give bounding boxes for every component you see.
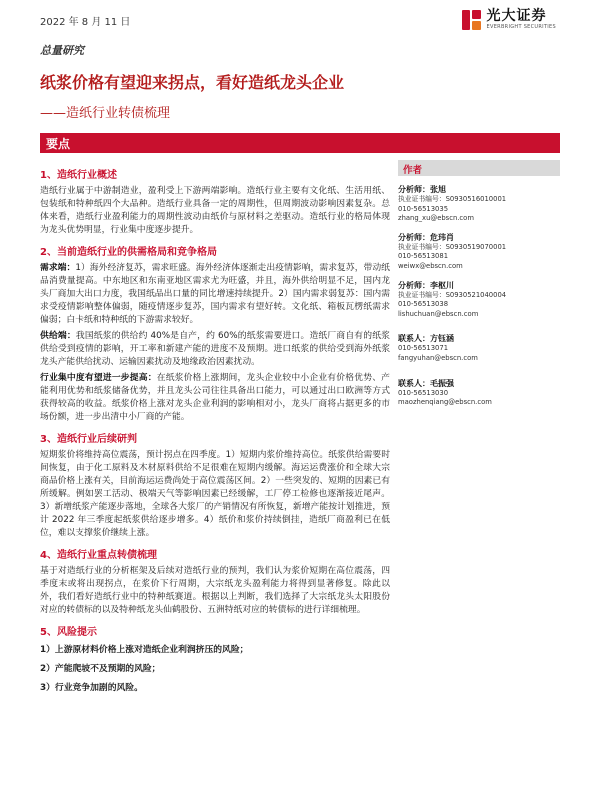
company-logo (460, 8, 556, 31)
logo-name-cn: 光大证券 (486, 8, 547, 24)
section-heading: 5、风险提示 (40, 627, 97, 638)
author-role: 分析师： (398, 232, 430, 242)
author-phone: 010-56513035 (398, 204, 449, 213)
contact-name: 毛振强 (430, 378, 454, 388)
author-email[interactable]: lishuchuan@ebscn.com (398, 309, 479, 318)
author-entry (398, 232, 560, 272)
report-date: 2022 年 8 月 11 日 (40, 17, 131, 28)
report-subtitle: ——造纸行业转债梳理 (40, 106, 171, 121)
contact-name: 方钰涵 (430, 334, 454, 344)
section-heading: 2、当前造纸行业的供需格局和竞争格局 (40, 247, 217, 258)
author-entry (398, 184, 560, 224)
author-phone: 010-56513038 (398, 300, 449, 309)
main-content (40, 160, 390, 699)
section-paragraph: 造纸行业属于中游制造业，盈利受上下游两端影响。造纸行业主要有文化纸、生活用纸、包装纸和特种纸四个大品种。造纸行业具备一定的周期性，但周期波动影响因素复杂。总体来看，造纸行业盈利能力的周期性波动由纸价与原材料之差驱动。造纸行业的格局体现为龙头优势明显，行业集中度逐步提升。 (40, 186, 390, 235)
author-phone: 010-56513081 (398, 252, 449, 261)
report-category: 总量研究 (40, 44, 84, 57)
keypoints-label: 要点 (46, 137, 71, 151)
section-paragraph: 需求端：1）海外经济复苏，需求旺盛。海外经济体逐渐走出疫情影响，需求复苏，带动纸品消费量提高。中东地区和东南亚地区需求尤为旺盛，并且，海外供给明显不足，国内龙头厂商加大出口力度，我国纸品出口量的同比增速持续提升。2）国内需求弱复苏：国内需求受疫情影响整体偏弱，随疫情逐步复苏，国内需求有望好转。文化纸、箱板瓦楞纸需求偏弱；白卡纸和特种纸的下游需求较好。 (40, 263, 390, 325)
keypoints-header (40, 133, 560, 153)
section-heading: 3、造纸行业后续研判 (40, 434, 137, 445)
author-email[interactable]: weiwx@ebscn.com (398, 261, 463, 270)
author-header (398, 160, 560, 176)
contact-phone: 010-56513030 (398, 388, 449, 397)
section-paragraph: 行业集中度有望进一步提高：在纸浆价格上涨期间，龙头企业较中小企业有价格优势、产能利用优势和纸浆储备优势，并且龙头公司往往具备出口能力，可以通过出口欧洲等方式获得较高的收益。纸浆价格上涨对龙头企业利润的影响相对小，龙头厂商将占据更多的市场份额，进一步出清中小厂商的产能。 (40, 373, 390, 422)
logo-name-en: EVERBRIGHT SECURITIES (486, 24, 556, 30)
contact-phone: 010-56513071 (398, 344, 449, 353)
author-header-label: 作者 (403, 165, 423, 176)
author-sidebar (398, 160, 560, 408)
author-entry (398, 280, 560, 320)
logo-icon (460, 9, 482, 31)
contact-role: 联系人： (398, 334, 430, 344)
contact-email[interactable]: maozhenqiang@ebscn.com (398, 398, 492, 407)
contact-email[interactable]: fangyuhan@ebscn.com (398, 353, 478, 362)
author-email[interactable]: zhang_xu@ebscn.com (398, 214, 474, 223)
report-title: 纸浆价格有望迎来拐点，看好造纸龙头企业 (40, 73, 345, 92)
author-name: 张旭 (430, 185, 446, 194)
author-cert: 执业证书编号：S0930519070001 (398, 242, 507, 251)
author-name: 李枢川 (430, 280, 454, 290)
contact-role: 联系人： (398, 378, 430, 388)
risk-item: 3）行业竞争加剧的风险。 (40, 683, 143, 693)
section-paragraph: 短期浆价将维持高位震荡，预计拐点在四季度。1）短期内浆价维持高位。纸浆供给需要时间恢复，由于化工原料及木材原料供给不足很难在短期内缓解。海运运费涨价和全球大宗商品价格上涨有关，目前海运运费尚处于高位震荡区间。2）一些突发的、短期的因素已有所缓解。例如罢工活动、极端天气等影响因素已经缓解，工厂停工检修也逐渐接近尾声。3）新增纸浆产能逐步落地，全球各大浆厂的产销情况有所恢复，新增产能按计划推进，预计 2022 年三季度起纸浆供给逐步增多。4）纸价和浆价持续倒挂，造纸厂商盈利已在低位，难以支撑浆价继续上涨。 (40, 450, 390, 538)
author-name: 危玮肖 (430, 232, 454, 242)
author-role: 分析师： (398, 185, 430, 194)
contact-entry (398, 333, 560, 363)
author-role: 分析师： (398, 280, 430, 290)
section-paragraph: 供给端：我国纸浆的供给约 40%是自产，约 60%的纸浆需要进口。造纸厂商自有的纸浆供给受到疫情的影响，开工率和新建产能的进度不及预期。进口纸浆的供给受到海外纸浆龙头产能供给扰动、运输因素扰动及地缘政治因素扰动。 (40, 331, 390, 367)
author-cert: 执业证书编号：S0930521040004 (398, 290, 507, 299)
section-heading: 1、造纸行业概述 (40, 170, 117, 181)
section-heading: 4、造纸行业重点转债梳理 (40, 550, 157, 561)
author-cert: 执业证书编号：S0930516010001 (398, 195, 507, 203)
risk-item: 1）上游原材料价格上涨对造纸企业利润挤压的风险； (40, 645, 249, 655)
contact-entry (398, 378, 560, 408)
section-paragraph: 基于对造纸行业的分析框架及后续对造纸行业的预判，我们认为浆价短期在高位震荡，四季度末或将出现拐点，在浆价下行周期，大宗纸龙头盈利能力将得到显著修复。除此以外，我们看好造纸行业中的特种纸赛道。根据以上判断，我们选择了大宗纸龙头太阳股份对应的转债标的以及特种纸龙头仙鹤股份、五洲特纸对应的转债标的进行详细梳理。 (40, 566, 390, 615)
risk-item: 2）产能爬坡不及预期的风险； (40, 664, 161, 674)
